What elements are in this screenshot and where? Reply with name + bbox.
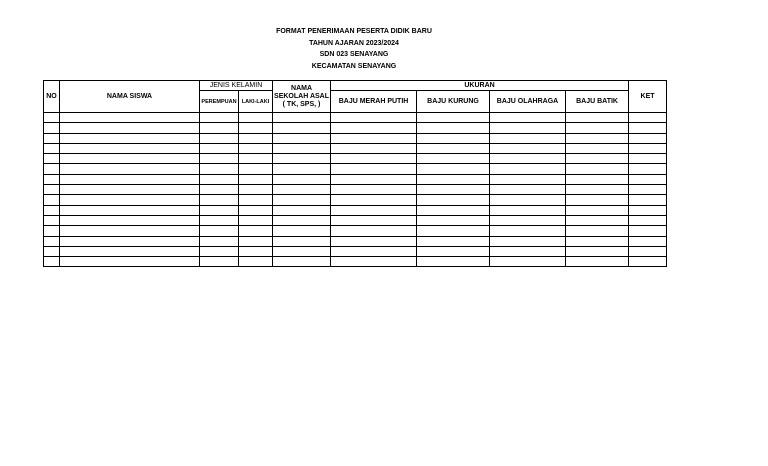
table-cell[interactable] [239, 113, 273, 123]
table-row [44, 185, 667, 195]
table-cell[interactable] [200, 113, 239, 123]
table-cell[interactable] [417, 257, 490, 267]
table-cell[interactable] [417, 195, 490, 205]
table-cell[interactable] [44, 205, 60, 215]
table-cell[interactable] [60, 143, 200, 153]
table-cell[interactable] [331, 246, 417, 256]
table-cell[interactable] [629, 154, 667, 164]
table-cell[interactable] [200, 215, 239, 225]
table-row [44, 123, 667, 133]
table-row [44, 226, 667, 236]
table-cell[interactable] [239, 195, 273, 205]
header-baju-batik: BAJU BATIK [566, 91, 629, 113]
table-body [44, 113, 667, 267]
table-cell[interactable] [417, 143, 490, 153]
table-cell[interactable] [273, 246, 331, 256]
table-cell[interactable] [629, 226, 667, 236]
header-baju-merah-putih: BAJU MERAH PUTIH [331, 91, 417, 113]
table-cell[interactable] [44, 185, 60, 195]
table-cell[interactable] [44, 226, 60, 236]
table-cell[interactable] [273, 236, 331, 246]
table-cell[interactable] [200, 174, 239, 184]
table-cell[interactable] [629, 113, 667, 123]
table-cell[interactable] [239, 154, 273, 164]
table-cell[interactable] [239, 143, 273, 153]
table-cell[interactable] [566, 257, 629, 267]
table-cell[interactable] [629, 246, 667, 256]
table-cell[interactable] [273, 195, 331, 205]
document-title [200, 26, 508, 72]
table-cell[interactable] [417, 215, 490, 225]
header-nama-siswa: NAMA SISWA [60, 81, 200, 113]
table-cell[interactable] [490, 226, 566, 236]
table-cell[interactable] [490, 236, 566, 246]
table-cell[interactable] [239, 133, 273, 143]
table-cell[interactable] [629, 185, 667, 195]
table-cell[interactable] [629, 133, 667, 143]
table-cell[interactable] [331, 154, 417, 164]
table-cell[interactable] [273, 174, 331, 184]
table-cell[interactable] [490, 215, 566, 225]
table-cell[interactable] [629, 215, 667, 225]
table-cell[interactable] [417, 236, 490, 246]
table-cell[interactable] [566, 164, 629, 174]
table-cell[interactable] [417, 205, 490, 215]
table-cell[interactable] [60, 236, 200, 246]
table-row [44, 133, 667, 143]
table-cell[interactable] [417, 133, 490, 143]
table-cell[interactable] [490, 123, 566, 133]
table-cell[interactable] [44, 113, 60, 123]
table-cell[interactable] [566, 174, 629, 184]
table-row [44, 154, 667, 164]
table-row [44, 236, 667, 246]
table-cell[interactable] [629, 257, 667, 267]
table-cell[interactable] [44, 133, 60, 143]
table-cell[interactable] [490, 154, 566, 164]
table-cell[interactable] [200, 205, 239, 215]
header-baju-kurung: BAJU KURUNG [417, 91, 490, 113]
table-cell[interactable] [331, 195, 417, 205]
table-cell[interactable] [239, 205, 273, 215]
table-cell[interactable] [200, 236, 239, 246]
table-cell[interactable] [44, 154, 60, 164]
table-cell[interactable] [566, 123, 629, 133]
table-cell[interactable] [490, 143, 566, 153]
table-cell[interactable] [273, 185, 331, 195]
table-cell[interactable] [60, 215, 200, 225]
table-cell[interactable] [239, 174, 273, 184]
table-cell[interactable] [566, 195, 629, 205]
header-no: NO [44, 81, 60, 113]
table-cell[interactable] [60, 174, 200, 184]
header-baju-olahraga: BAJU OLAHRAGA [490, 91, 566, 113]
table-cell[interactable] [331, 185, 417, 195]
table-cell[interactable] [44, 257, 60, 267]
table-cell[interactable] [44, 215, 60, 225]
table-cell[interactable] [629, 174, 667, 184]
table-cell[interactable] [566, 133, 629, 143]
table-cell[interactable] [566, 113, 629, 123]
table-cell[interactable] [44, 246, 60, 256]
table-cell[interactable] [629, 195, 667, 205]
table-cell[interactable] [490, 246, 566, 256]
table-cell[interactable] [60, 113, 200, 123]
table-cell[interactable] [44, 164, 60, 174]
table-cell[interactable] [331, 123, 417, 133]
table-cell[interactable] [60, 246, 200, 256]
table-cell[interactable] [239, 215, 273, 225]
table-cell[interactable] [239, 226, 273, 236]
table-cell[interactable] [44, 143, 60, 153]
table-cell[interactable] [566, 154, 629, 164]
header-jenis-kelamin: JENIS KELAMIN [200, 81, 273, 91]
table-row [44, 246, 667, 256]
table-row [44, 215, 667, 225]
table-cell[interactable] [200, 143, 239, 153]
table-cell[interactable] [273, 113, 331, 123]
table-cell[interactable] [273, 123, 331, 133]
header-sekolah-asal [273, 81, 331, 113]
table-cell[interactable] [273, 215, 331, 225]
table-cell[interactable] [44, 236, 60, 246]
table-cell[interactable] [273, 257, 331, 267]
table-cell[interactable] [490, 257, 566, 267]
table-cell[interactable] [629, 123, 667, 133]
table-cell[interactable] [60, 123, 200, 133]
title-line-1: FORMAT PENERIMAAN PESERTA DIDIK BARU [276, 28, 432, 35]
table-cell[interactable] [566, 143, 629, 153]
table-cell[interactable] [566, 236, 629, 246]
table-cell[interactable] [331, 143, 417, 153]
table-cell[interactable] [44, 123, 60, 133]
table-cell[interactable] [60, 154, 200, 164]
table-cell[interactable] [331, 174, 417, 184]
table-cell[interactable] [331, 236, 417, 246]
table-cell[interactable] [200, 185, 239, 195]
table-row [44, 164, 667, 174]
table-cell[interactable] [200, 226, 239, 236]
table-cell[interactable] [417, 226, 490, 236]
table-cell[interactable] [331, 113, 417, 123]
table-cell[interactable] [60, 133, 200, 143]
table-cell[interactable] [200, 246, 239, 256]
table-cell[interactable] [331, 257, 417, 267]
table-row [44, 257, 667, 267]
table-cell[interactable] [417, 246, 490, 256]
table-cell[interactable] [490, 185, 566, 195]
table-cell[interactable] [44, 174, 60, 184]
table-cell[interactable] [417, 185, 490, 195]
table-cell[interactable] [239, 246, 273, 256]
table-cell[interactable] [44, 195, 60, 205]
header-ukuran: UKURAN [331, 81, 629, 91]
table-cell[interactable] [417, 154, 490, 164]
table-row [44, 143, 667, 153]
table-row [44, 174, 667, 184]
table-row [44, 113, 667, 123]
title-line-3: SDN 023 SENAYANG [319, 51, 389, 58]
table-cell[interactable] [200, 154, 239, 164]
table-cell[interactable] [200, 195, 239, 205]
table-cell[interactable] [331, 133, 417, 143]
table-cell[interactable] [60, 226, 200, 236]
table-cell[interactable] [566, 226, 629, 236]
table-cell[interactable] [60, 205, 200, 215]
table-cell[interactable] [239, 123, 273, 133]
table-cell[interactable] [273, 143, 331, 153]
table-cell[interactable] [239, 185, 273, 195]
table-cell[interactable] [490, 205, 566, 215]
table-cell[interactable] [273, 154, 331, 164]
header-sekolah-asal-line-2: SEKOLAH ASAL [274, 92, 329, 100]
table-row [44, 195, 667, 205]
header-sekolah-asal-line-1: NAMA [291, 84, 313, 92]
table-cell[interactable] [273, 226, 331, 236]
table-cell[interactable] [629, 236, 667, 246]
table-cell[interactable] [417, 113, 490, 123]
table-cell[interactable] [331, 205, 417, 215]
table-cell[interactable] [200, 133, 239, 143]
table-cell[interactable] [331, 226, 417, 236]
table-row [44, 205, 667, 215]
table-cell[interactable] [60, 195, 200, 205]
table-cell[interactable] [566, 215, 629, 225]
table-cell[interactable] [60, 185, 200, 195]
table-cell[interactable] [239, 164, 273, 174]
table-cell[interactable] [417, 174, 490, 184]
table-cell[interactable] [490, 113, 566, 123]
table-cell[interactable] [60, 257, 200, 267]
title-line-2: TAHUN AJARAN 2023/2024 [309, 39, 399, 47]
table-cell[interactable] [629, 205, 667, 215]
table-cell[interactable] [200, 257, 239, 267]
registration-table [43, 80, 667, 267]
table-cell[interactable] [417, 123, 490, 133]
table-cell[interactable] [566, 246, 629, 256]
table-cell[interactable] [273, 164, 331, 174]
table-cell[interactable] [239, 236, 273, 246]
header-ket: KET [629, 81, 667, 113]
table-cell[interactable] [490, 164, 566, 174]
table-cell[interactable] [239, 257, 273, 267]
table-cell[interactable] [566, 205, 629, 215]
table-cell[interactable] [273, 133, 331, 143]
table-cell[interactable] [417, 164, 490, 174]
header-laki-laki: LAKI-LAKI [239, 91, 273, 113]
table-cell[interactable] [566, 185, 629, 195]
table-cell[interactable] [200, 164, 239, 174]
table-cell[interactable] [273, 205, 331, 215]
table-cell[interactable] [629, 164, 667, 174]
table-cell[interactable] [490, 195, 566, 205]
table-cell[interactable] [60, 164, 200, 174]
table-cell[interactable] [200, 123, 239, 133]
table-cell[interactable] [490, 133, 566, 143]
table-cell[interactable] [331, 215, 417, 225]
header-sekolah-asal-line-3: ( TK, SPS, ) [282, 100, 321, 108]
table-cell[interactable] [490, 174, 566, 184]
table-cell[interactable] [331, 164, 417, 174]
title-line-4: KECAMATAN SENAYANG [311, 62, 397, 70]
table-cell[interactable] [629, 143, 667, 153]
header-perempuan: PEREMPUAN [200, 91, 239, 113]
